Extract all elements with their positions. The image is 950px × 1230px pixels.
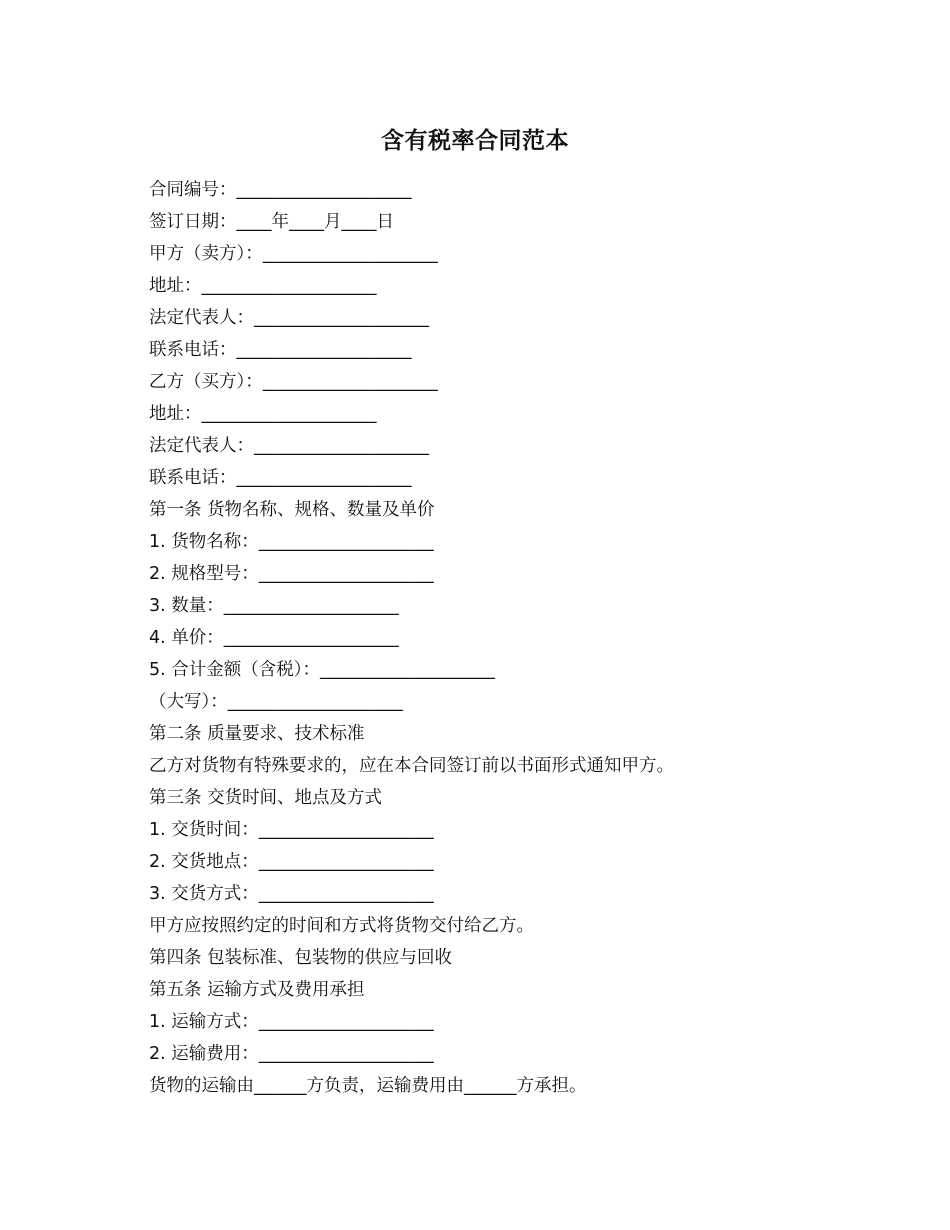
delivery-time-line: 1. 交货时间：____________________: [149, 820, 434, 840]
document-body: [149, 174, 869, 1102]
document-title: 含有税率合同范本: [381, 128, 569, 154]
contract-number-line: 合同编号：____________________: [149, 180, 412, 200]
party-a-representative-line: 法定代表人：____________________: [149, 308, 429, 328]
article-2-heading: 第二条 质量要求、技术标准: [149, 724, 365, 744]
total-amount-line: 5. 合计金额（含税）：____________________: [149, 660, 496, 680]
amount-in-words-line: （大写）：____________________: [149, 692, 403, 712]
party-a-phone-line: 联系电话：____________________: [149, 340, 412, 360]
transport-cost-line: 2. 运输费用：____________________: [149, 1044, 434, 1064]
party-b-line: 乙方（买方）：____________________: [149, 372, 438, 392]
transport-method-line: 1. 运输方式：____________________: [149, 1012, 434, 1032]
article-4-heading: 第四条 包装标准、包装物的供应与回收: [149, 948, 453, 968]
article-3-heading: 第三条 交货时间、地点及方式: [149, 788, 383, 808]
party-a-line: 甲方（卖方）：____________________: [149, 244, 438, 264]
party-b-phone-line: 联系电话：____________________: [149, 468, 412, 488]
article-2-text: 乙方对货物有特殊要求的，应在本合同签订前以书面形式通知甲方。: [149, 756, 674, 776]
goods-quantity-line: 3. 数量：____________________: [149, 596, 399, 616]
transport-responsibility-line: 货物的运输由______方负责，运输费用由______方承担。: [149, 1076, 587, 1096]
article-5-heading: 第五条 运输方式及费用承担: [149, 980, 365, 1000]
article-1-heading: 第一条 货物名称、规格、数量及单价: [149, 500, 435, 520]
goods-unit-price-line: 4. 单价：____________________: [149, 628, 399, 648]
goods-spec-line: 2. 规格型号：____________________: [149, 564, 434, 584]
party-b-representative-line: 法定代表人：____________________: [149, 436, 429, 456]
signing-date-line: 签订日期：____年____月____日: [149, 212, 394, 232]
goods-name-line: 1. 货物名称：____________________: [149, 532, 434, 552]
article-3-text: 甲方应按照约定的时间和方式将货物交付给乙方。: [149, 916, 534, 936]
delivery-method-line: 3. 交货方式：____________________: [149, 884, 434, 904]
delivery-place-line: 2. 交货地点：____________________: [149, 852, 434, 872]
party-a-address-line: 地址：____________________: [149, 276, 377, 296]
party-b-address-line: 地址：____________________: [149, 404, 377, 424]
